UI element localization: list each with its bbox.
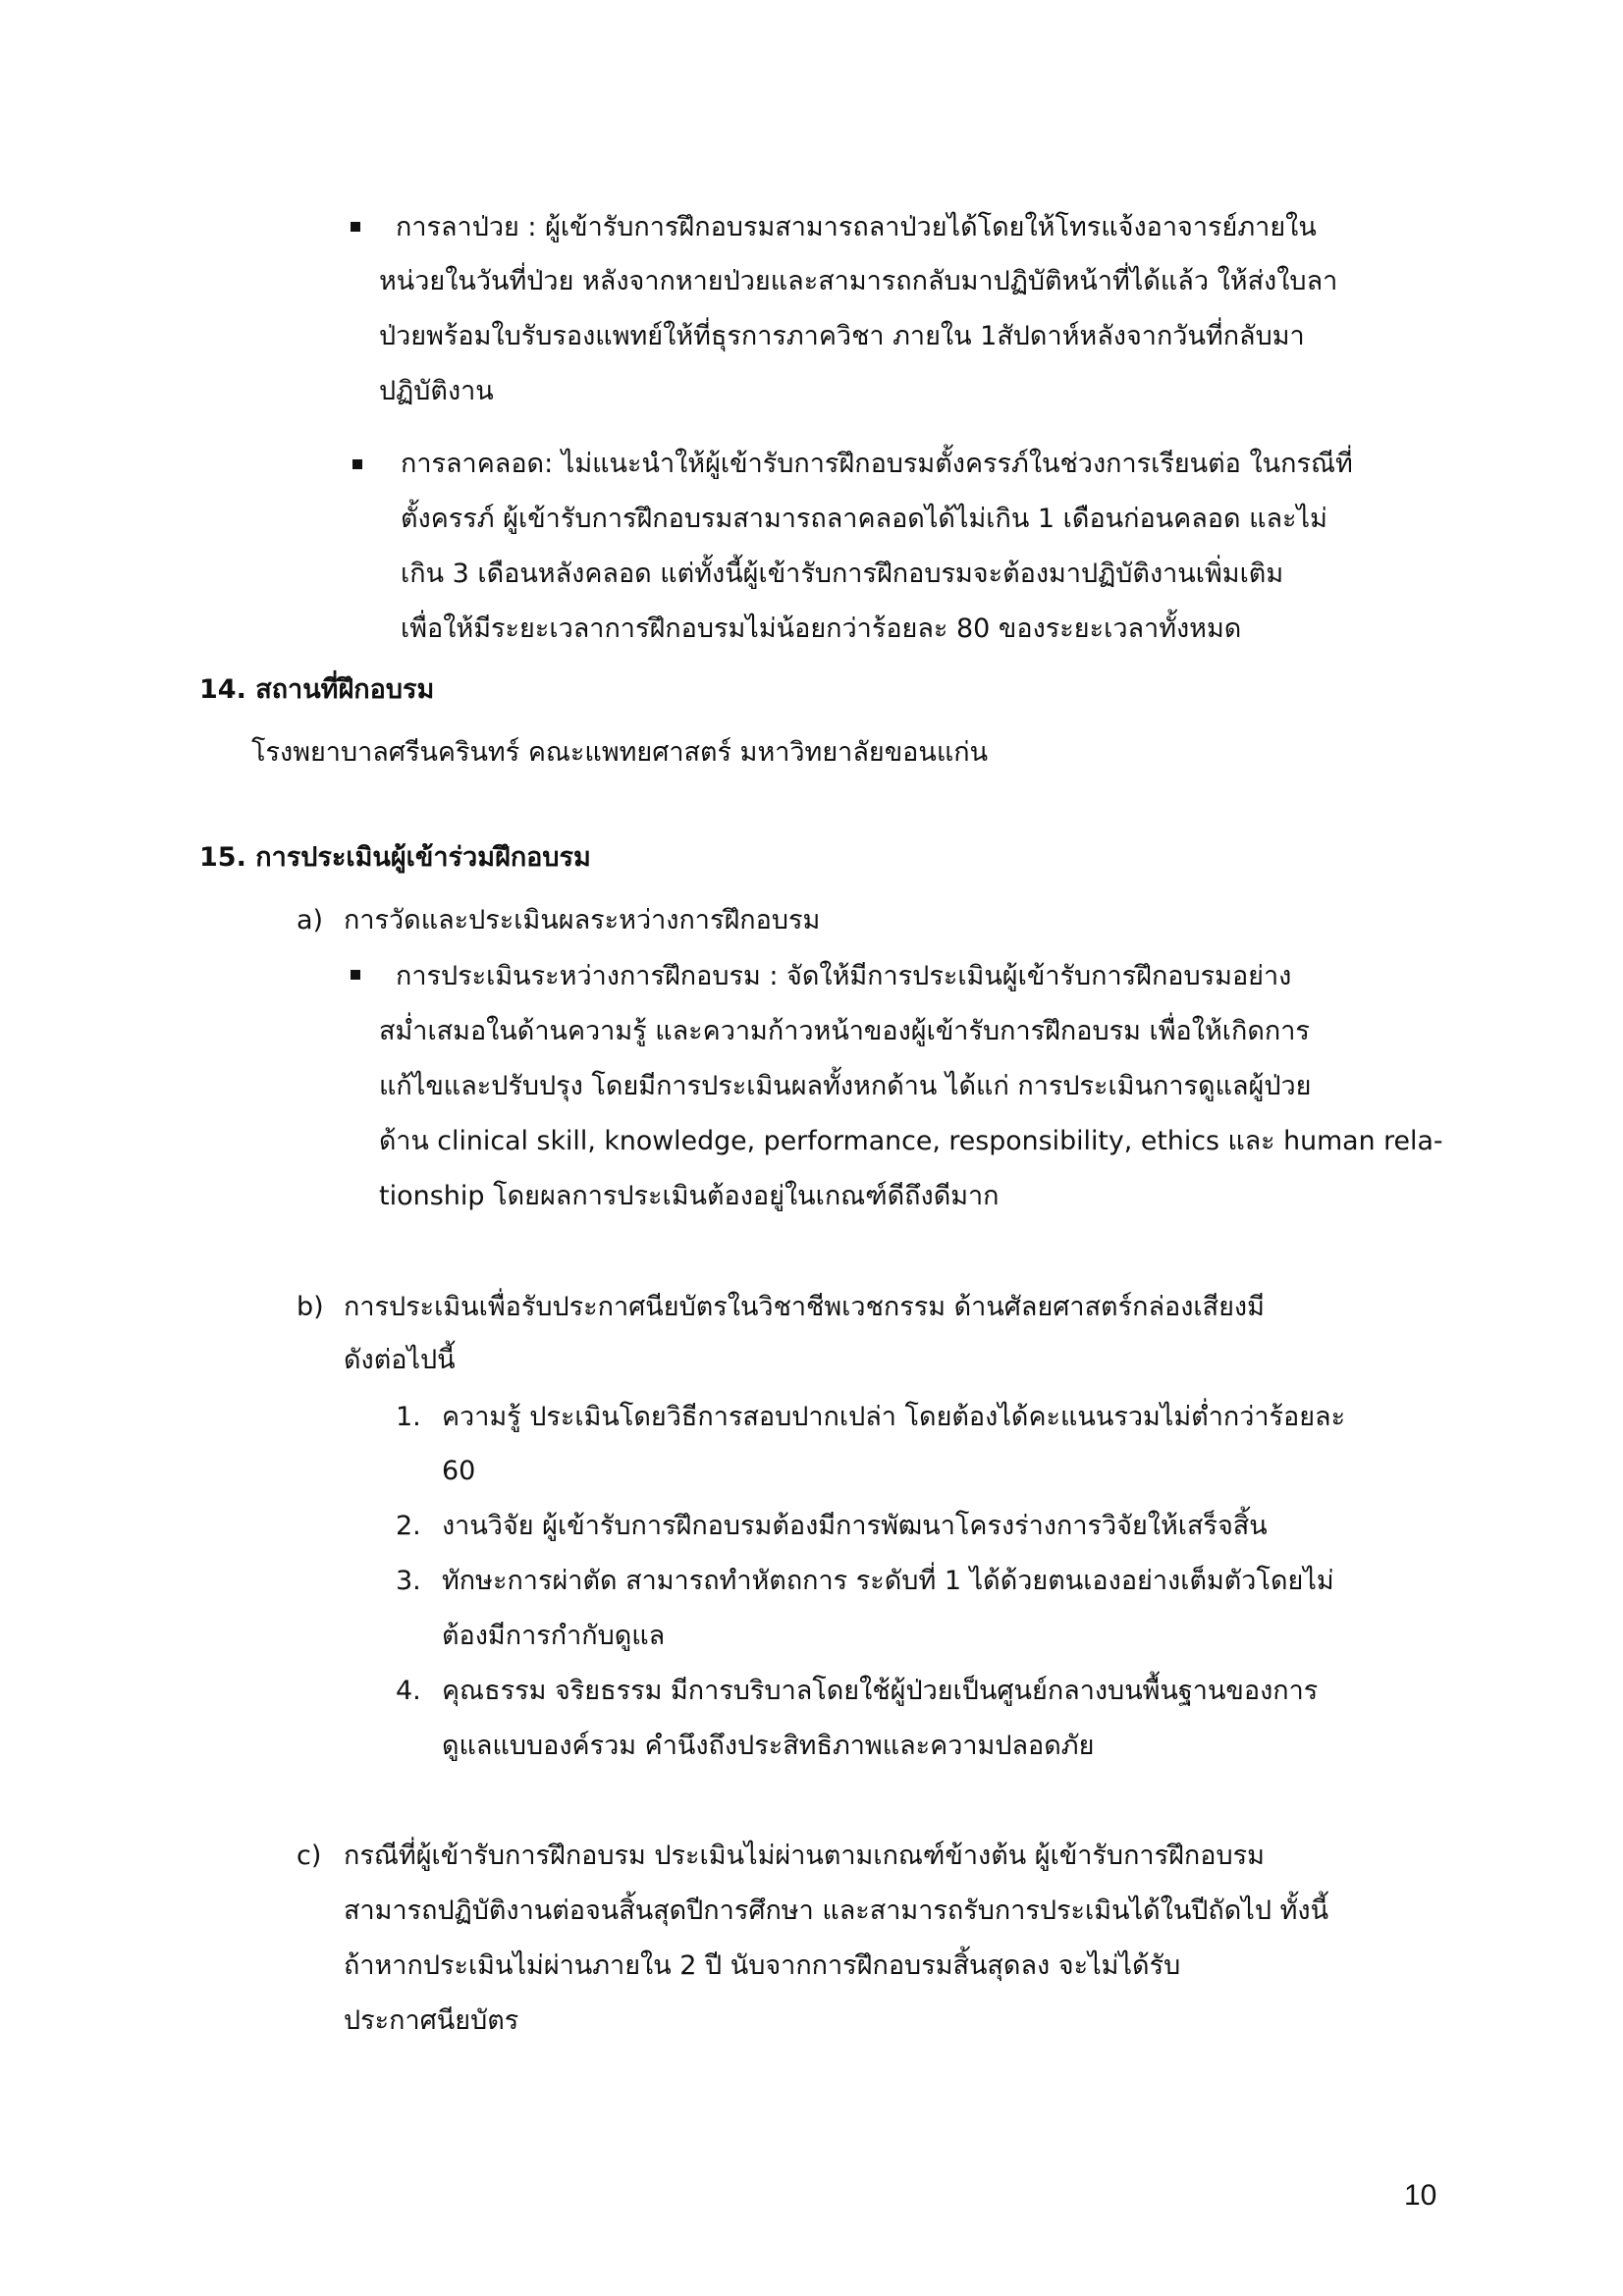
text-line: สามารถปฏิบัติงานต่อจนสิ้นสุดปีการศึกษา และสามารถรับการประเมินได้ในปีถัดไป ทั้งนี้ — [344, 1896, 1329, 1926]
section-heading: 14. สถานที่ฝึกอบรม — [199, 674, 435, 705]
list-marker: a) — [297, 905, 324, 935]
text-line: เพื่อให้มีระยะเวลาการฝึกอบรมไม่น้อยกว่าร้อยละ 80 ของระยะเวลาทั้งหมด — [401, 614, 1242, 644]
text-line: ประกาศนียบัตร — [344, 2005, 519, 2036]
text-line: การประเมินเพื่อรับประกาศนียบัตรในวิชาชีพเวชกรรม ด้านศัลยศาสตร์กล่องเสียงมี — [344, 1292, 1265, 1322]
item-number: 4. — [396, 1676, 421, 1706]
text-line: แก้ไขและปรับปรุง โดยมีการประเมินผลทั้งหกด้าน ได้แก่ การประเมินการดูแลผู้ป่วย — [379, 1071, 1312, 1101]
text-line: ด้าน clinical skill, knowledge, performance, responsibility, ethics และ human rela- — [379, 1126, 1443, 1156]
text-line: ต้องมีการกำกับดูแล — [442, 1621, 666, 1651]
list-marker: c) — [297, 1841, 322, 1871]
text-line: คุณธรรม จริยธรรม มีการบริบาลโดยใช้ผู้ป่วยเป็นศูนย์กลางบนพื้นฐานของการ — [442, 1676, 1319, 1706]
text-line: ถ้าหากประเมินไม่ผ่านภายใน 2 ปี นับจากการฝึกอบรมสิ้นสุดลง จะไม่ได้รับ — [344, 1950, 1181, 1981]
text-line: ทักษะการผ่าตัด สามารถทำหัตถการ ระดับที่ 1 ได้ด้วยตนเองอย่างเต็มตัวโดยไม่ — [442, 1566, 1334, 1596]
section-heading: 15. การประเมินผู้เข้าร่วมฝึกอบรม — [199, 842, 591, 873]
text-line: การลาป่วย : ผู้เข้ารับการฝึกอบรมสามารถลาป่วยได้โดยให้โทรแจ้งอาจารย์ภายใน — [396, 212, 1317, 242]
text-line: งานวิจัย ผู้เข้ารับการฝึกอบรมต้องมีการพัฒนาโครงร่างการวิจัยให้เสร็จสิ้น — [442, 1511, 1268, 1541]
text-line: ดูแลแบบองค์รวม คำนึงถึงประสิทธิภาพและความปลอดภัย — [442, 1731, 1095, 1761]
text-line: tionship โดยผลการประเมินต้องอยู่ในเกณฑ์ดีถึงดีมาก — [379, 1181, 1000, 1211]
text-line: ตั้งครรภ์ ผู้เข้ารับการฝึกอบรมสามารถลาคลอดได้ไม่เกิน 1 เดือนก่อนคลอด และไม่ — [401, 504, 1327, 534]
text-line: เกิน 3 เดือนหลังคลอด แต่ทั้งนี้ผู้เข้ารับการฝึกอบรมจะต้องมาปฏิบัติงานเพิ่มเติม — [401, 559, 1284, 589]
text-line: ความรู้ ประเมินโดยวิธีการสอบปากเปล่า โดยต้องได้คะแนนรวมไม่ต่ำกว่าร้อยละ — [442, 1402, 1346, 1432]
subsection-title: การวัดและประเมินผลระหว่างการฝึกอบรม — [344, 905, 821, 935]
text-line: การประเมินระหว่างการฝึกอบรม : จัดให้มีการประเมินผู้เข้ารับการฝึกอบรมอย่าง — [396, 961, 1292, 991]
square-bullet-icon — [351, 222, 360, 232]
text-line: การลาคลอด: ไม่แนะนำให้ผู้เข้ารับการฝึกอบรมตั้งครรภ์ในช่วงการเรียนต่อ ในกรณีที่ — [401, 449, 1353, 479]
list-marker: b) — [297, 1292, 324, 1322]
text-line: ป่วยพร้อมใบรับรองแพทย์ให้ที่ธุรการภาควิชา ภายใน 1สัปดาห์หลังจากวันที่กลับมา — [379, 321, 1305, 351]
item-number: 3. — [396, 1566, 421, 1596]
page-number: 10 — [1404, 2179, 1437, 2212]
item-number: 1. — [396, 1402, 421, 1432]
text-line: กรณีที่ผู้เข้ารับการฝึกอบรม ประเมินไม่ผ่านตามเกณฑ์ข้างต้น ผู้เข้ารับการฝึกอบรม — [344, 1841, 1265, 1871]
item-number: 2. — [396, 1511, 421, 1541]
text-line: หน่วยในวันที่ป่วย หลังจากหายป่วยและสามารถกลับมาปฏิบัติหน้าที่ได้แล้ว ให้ส่งใบลา — [379, 266, 1338, 296]
section-text: โรงพยาบาลศรีนครินทร์ คณะแพทยศาสตร์ มหาวิทยาลัยขอนแก่น — [251, 737, 989, 768]
text-line: ปฏิบัติงาน — [379, 376, 494, 406]
text-line: 60 — [442, 1456, 476, 1486]
square-bullet-icon — [352, 459, 362, 469]
text-line: ดังต่อไปนี้ — [344, 1345, 456, 1375]
text-line: สม่ำเสมอในด้านความรู้ และความก้าวหน้าของผู้เข้ารับการฝึกอบรม เพื่อให้เกิดการ — [379, 1016, 1310, 1046]
square-bullet-icon — [351, 970, 360, 980]
